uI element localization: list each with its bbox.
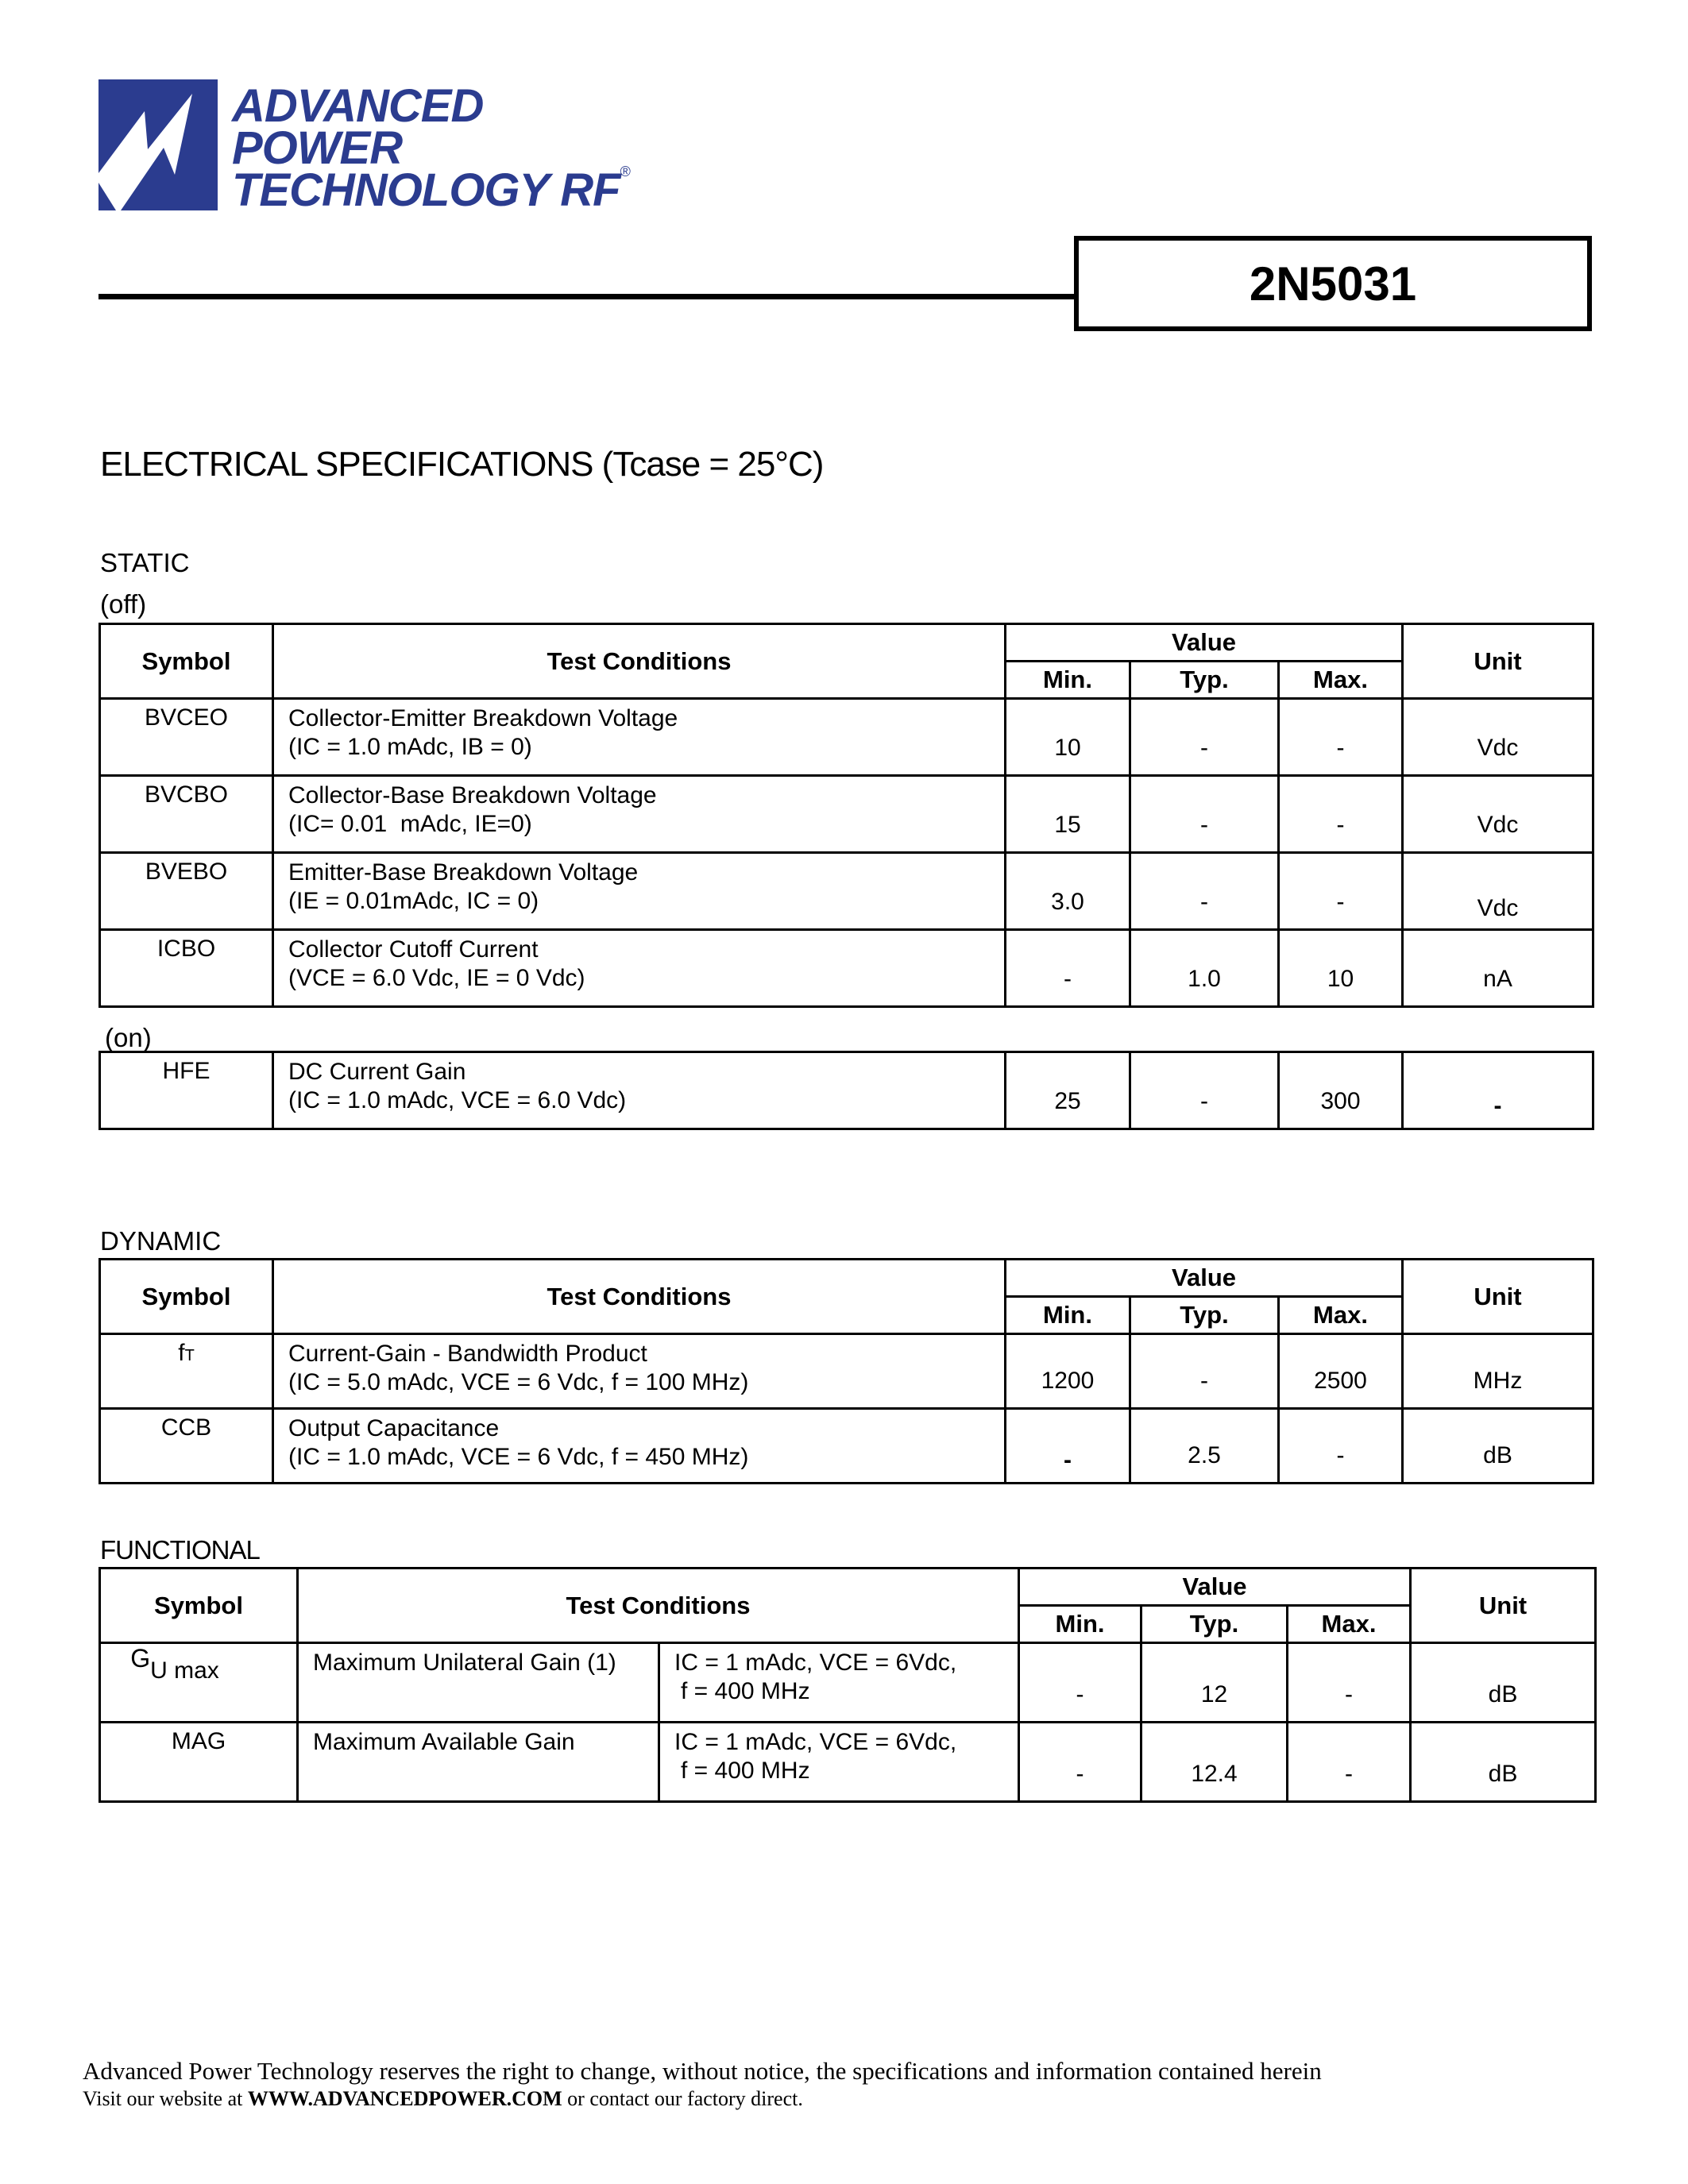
logo-line-3-text: TECHNOLOGY RF — [232, 164, 620, 216]
static-on-table — [98, 1051, 1594, 1130]
header-value: Value — [1019, 1569, 1411, 1606]
typ-cell: - — [1130, 699, 1279, 776]
max-cell: - — [1279, 853, 1403, 930]
functional-table — [98, 1567, 1597, 1803]
typ-cell: - — [1130, 1052, 1279, 1129]
max-cell: - — [1279, 1409, 1403, 1484]
condition-line: Current-Gain - Bandwidth Product — [288, 1341, 647, 1367]
unit-cell: Vdc — [1403, 776, 1593, 853]
min-cell: - — [1019, 1643, 1141, 1723]
typ-cell: 1.0 — [1130, 930, 1279, 1007]
header-test-conditions: Test Conditions — [273, 1260, 1006, 1334]
symbol-cell: BVCBO — [100, 776, 273, 853]
header-symbol: Symbol — [100, 1260, 273, 1334]
symbol-cell: MAG — [100, 1723, 298, 1802]
header-test-conditions: Test Conditions — [298, 1569, 1019, 1643]
footer-contact — [83, 2087, 803, 2111]
company-logo — [98, 79, 655, 214]
lightning-bolt-icon — [98, 79, 218, 210]
header-symbol: Symbol — [100, 624, 273, 699]
website-link[interactable]: WWW.ADVANCEDPOWER.COM — [247, 2087, 562, 2110]
footer-contact-prefix: Visit our website at — [83, 2087, 248, 2110]
condition-line: (IC = 1.0 mAdc, VCE = 6 Vdc, f = 450 MHz) — [288, 1444, 749, 1470]
header-symbol: Symbol — [100, 1569, 298, 1643]
max-cell: - — [1288, 1643, 1411, 1723]
min-cell: - — [1006, 1409, 1130, 1484]
table-row — [100, 776, 1593, 853]
footer-disclaimer: Advanced Power Technology reserves the right to change, without notice, the specifications and information contained herein — [83, 2057, 1322, 2085]
table-row — [100, 1052, 1593, 1129]
part-number-box — [1074, 236, 1592, 331]
unit-cell: Vdc — [1403, 853, 1593, 930]
condition-line: Collector-Base Breakdown Voltage — [288, 782, 657, 808]
header-max: Max. — [1279, 1297, 1403, 1334]
min-cell: 1200 — [1006, 1334, 1130, 1409]
max-cell: 300 — [1279, 1052, 1403, 1129]
condition-line: Output Capacitance — [288, 1415, 500, 1441]
header-typ: Typ. — [1130, 662, 1279, 699]
header-rule — [98, 294, 1074, 299]
min-cell: 10 — [1006, 699, 1130, 776]
typ-cell: - — [1130, 853, 1279, 930]
unit-cell: dB — [1411, 1643, 1596, 1723]
symbol-cell: CCB — [100, 1409, 273, 1484]
header-unit: Unit — [1403, 624, 1593, 699]
table-row — [100, 1334, 1593, 1409]
symbol-cell — [100, 1334, 273, 1409]
max-cell: - — [1279, 776, 1403, 853]
unit-cell: MHz — [1403, 1334, 1593, 1409]
unit-cell: dB — [1403, 1409, 1593, 1484]
symbol-cell: HFE — [100, 1052, 273, 1129]
footer-contact-suffix: or contact our factory direct. — [562, 2087, 803, 2110]
min-cell: - — [1006, 930, 1130, 1007]
header-max: Max. — [1279, 662, 1403, 699]
max-cell: 10 — [1279, 930, 1403, 1007]
symbol-text: G — [130, 1644, 151, 1673]
parameter-cell: Maximum Available Gain — [298, 1723, 659, 1802]
condition-line: (IC = 5.0 mAdc, VCE = 6 Vdc, f = 100 MHz) — [288, 1369, 749, 1395]
on-label: (on) — [105, 1023, 152, 1052]
condition-line: IC = 1 mAdc, VCE = 6Vdc, — [674, 1650, 957, 1676]
typ-cell: 12 — [1141, 1643, 1288, 1723]
part-number: 2N5031 — [1249, 257, 1417, 311]
typ-cell: 2.5 — [1130, 1409, 1279, 1484]
table-row — [100, 930, 1593, 1007]
condition-cell — [273, 930, 1006, 1007]
symbol-cell: ICBO — [100, 930, 273, 1007]
header-min: Min. — [1006, 1297, 1130, 1334]
min-cell: 25 — [1006, 1052, 1130, 1129]
header-typ: Typ. — [1141, 1606, 1288, 1643]
max-cell: 2500 — [1279, 1334, 1403, 1409]
unit-cell: nA — [1403, 930, 1593, 1007]
min-cell: 3.0 — [1006, 853, 1130, 930]
static-section-label: STATIC — [100, 548, 190, 577]
max-cell: - — [1288, 1723, 1411, 1802]
dynamic-table — [98, 1258, 1594, 1484]
table-row — [100, 1643, 1596, 1723]
condition-cell — [273, 776, 1006, 853]
table-row — [100, 853, 1593, 930]
page-title: ELECTRICAL SPECIFICATIONS (Tcase = 25°C) — [100, 445, 824, 484]
symbol-cell: BVEBO — [100, 853, 273, 930]
condition-cell — [273, 1334, 1006, 1409]
condition-cell — [273, 1409, 1006, 1484]
symbol-subscript: T — [184, 1347, 195, 1364]
logo-line-3 — [232, 164, 630, 217]
symbol-cell: BVCEO — [100, 699, 273, 776]
unit-cell: - — [1403, 1052, 1593, 1129]
parameter-cell: Maximum Unilateral Gain (1) — [298, 1643, 659, 1723]
static-off-table — [98, 623, 1594, 1008]
condition-cell — [659, 1723, 1019, 1802]
max-cell: - — [1279, 699, 1403, 776]
dynamic-section-label: DYNAMIC — [100, 1226, 222, 1256]
header-value: Value — [1006, 1260, 1403, 1297]
symbol-text: f — [178, 1340, 185, 1366]
condition-cell — [273, 1052, 1006, 1129]
condition-line: (IC = 1.0 mAdc, VCE = 6.0 Vdc) — [288, 1087, 627, 1113]
table-row — [100, 1723, 1596, 1802]
typ-cell: - — [1130, 1334, 1279, 1409]
header-max: Max. — [1288, 1606, 1411, 1643]
symbol-subscript: U max — [150, 1657, 219, 1684]
table-row — [100, 699, 1593, 776]
condition-line: f = 400 MHz — [681, 1758, 810, 1784]
typ-cell: 12.4 — [1141, 1723, 1288, 1802]
logo-line-2: POWER — [232, 122, 403, 174]
unit-cell: Vdc — [1403, 699, 1593, 776]
condition-cell — [659, 1643, 1019, 1723]
table-row — [100, 1409, 1593, 1484]
logo-line-1: ADVANCED — [232, 80, 484, 132]
header-unit: Unit — [1403, 1260, 1593, 1334]
header-min: Min. — [1019, 1606, 1141, 1643]
condition-line: IC = 1 mAdc, VCE = 6Vdc, — [674, 1729, 957, 1755]
condition-line: (IE = 0.01mAdc, IC = 0) — [288, 888, 539, 914]
condition-line: Emitter-Base Breakdown Voltage — [288, 859, 639, 886]
condition-line: Collector Cutoff Current — [288, 936, 539, 963]
header-typ: Typ. — [1130, 1297, 1279, 1334]
condition-line: DC Current Gain — [288, 1059, 466, 1085]
header-unit: Unit — [1411, 1569, 1596, 1643]
condition-line: f = 400 MHz — [681, 1678, 810, 1704]
min-cell: - — [1019, 1723, 1141, 1802]
condition-cell — [273, 699, 1006, 776]
typ-cell: - — [1130, 776, 1279, 853]
symbol-cell — [100, 1643, 298, 1723]
min-cell: 15 — [1006, 776, 1130, 853]
unit-cell: dB — [1411, 1723, 1596, 1802]
off-label: (off) — [100, 589, 147, 619]
header-value: Value — [1006, 624, 1403, 662]
condition-line: (VCE = 6.0 Vdc, IE = 0 Vdc) — [288, 965, 585, 991]
condition-line: (IC= 0.01 mAdc, IE=0) — [288, 811, 532, 837]
functional-section-label: FUNCTIONAL — [100, 1535, 260, 1565]
header-test-conditions: Test Conditions — [273, 624, 1006, 699]
header-min: Min. — [1006, 662, 1130, 699]
condition-line: (IC = 1.0 mAdc, IB = 0) — [288, 734, 532, 760]
condition-line: Collector-Emitter Breakdown Voltage — [288, 705, 678, 731]
condition-cell — [273, 853, 1006, 930]
registered-mark: ® — [620, 164, 630, 179]
